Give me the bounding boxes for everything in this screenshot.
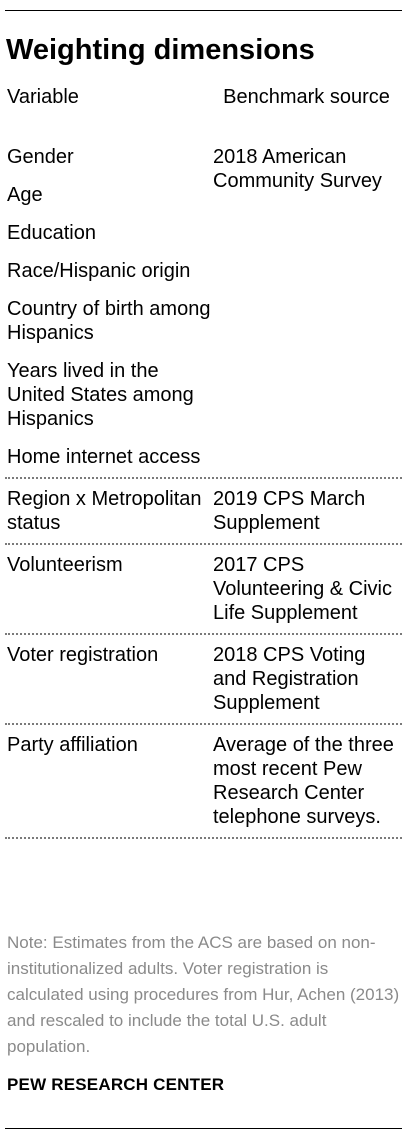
table-row-party-affiliation [5,733,402,839]
variable-list [5,733,213,757]
variable-list [5,643,213,667]
variable-list [5,487,213,535]
column-header-variable: Variable [7,86,79,108]
table-row-volunteerism [5,553,402,635]
benchmark-source: 2018 CPS Voting and Registration Supplement [213,644,366,714]
variable-country-of-birth: Country of birth among Hispanics [7,298,211,344]
top-rule [5,10,402,11]
table-row-voter-registration [5,643,402,725]
page-title: Weighting dimensions [6,34,315,66]
variable-list [5,553,213,577]
variable-home-internet-access: Home internet access [7,446,201,468]
table-row-region [5,487,402,545]
column-header-source: Benchmark source [223,86,390,108]
benchmark-source: 2019 CPS March Supplement [213,488,366,534]
variable-race-hispanic-origin: Race/Hispanic origin [7,260,191,282]
variable-list [5,145,213,469]
benchmark-source: 2017 CPS Volunteering & Civic Life Supplement [213,554,392,624]
variable-age: Age [7,184,43,206]
variable-party-affiliation: Party affiliation [7,734,138,756]
variable-volunteerism: Volunteerism [7,554,123,576]
variable-region-metro: Region x Metropolitan status [7,488,202,534]
variable-voter-registration: Voter registration [7,644,159,666]
variable-gender: Gender [7,146,74,168]
footnote: Note: Estimates from the ACS are based on non-institutionalized adults. Voter registration is calculated using procedures from Hur, Achen (2013) and rescaled to include the total U.S. adult population. [7,933,400,1056]
variable-education: Education [7,222,96,244]
weighting-table [5,145,402,847]
table-row-group-acs [5,145,402,479]
source-credit: PEW RESEARCH CENTER [7,1075,225,1094]
benchmark-source: 2018 American Community Survey [213,146,382,192]
bottom-rule [5,1128,402,1129]
variable-years-lived-in-us: Years lived in the United States among Hispanics [7,360,194,430]
benchmark-source: Average of the three most recent Pew Research Center telephone surveys. [213,734,394,828]
